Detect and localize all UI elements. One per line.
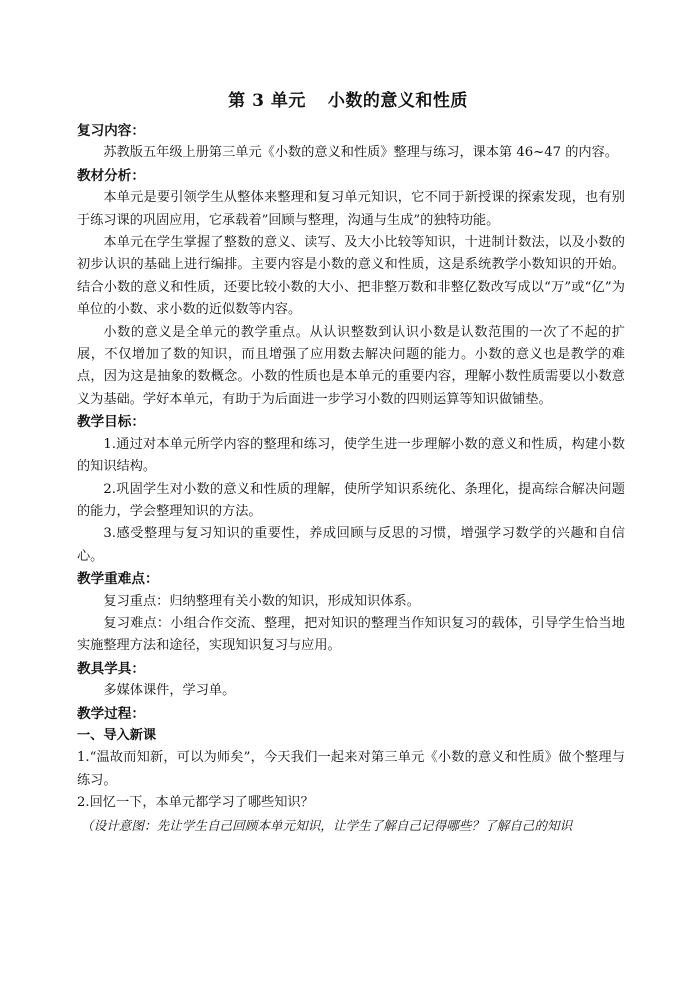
goal-1: 1.通过对本单元所学内容的整理和练习，使学生进一步理解小数的意义和性质，构建小数的知识结构。 — [77, 436, 625, 475]
intro-step-2: 2.回忆一下，本单元都学习了哪些知识？ — [77, 795, 314, 811]
review-heading: 复习内容： — [77, 123, 145, 139]
goals-heading: 教学目标： — [77, 414, 145, 431]
process-heading: 教学过程： — [77, 705, 145, 722]
title-topic: 小数的意义和性质 — [327, 91, 468, 111]
tools-heading: 教具学具： — [77, 660, 145, 677]
analysis-paragraph-2: 本单元在学生掌握了整数的意义、读写、及大小比较等知识，十进制计数法，以及小数的初步认识的基础上进行编排。主要内容是小数的意义和性质，这是系统教学小数知识的开始。结合小数的意义和性质，还要比较小数的大小、把非整万数和非整亿数改写成以“万”或“亿”为单位的小数、求小数的近似数等内容。 — [77, 235, 625, 318]
goal-3: 3.感受整理与复习知识的重要性，养成回顾与反思的习惯，增强学习数学的兴趣和自信心。 — [77, 526, 625, 564]
goal-2: 2.巩固学生对小数的意义和性质的理解，使所学知识系统化、条理化，提高综合解决问题的能力，学会整理知识的方法。 — [77, 481, 625, 519]
design-note: （设计意图：先让学生自己回顾本单元知识，让学生了解自己记得哪些？了解自己的知识 — [81, 817, 573, 833]
analysis-paragraph-3: 小数的意义是全单元的教学重点。从认识整数到认识小数是认数范围的一次了不起的扩展，不仅增加了数的知识，而且增强了应用数去解决问题的能力。小数的意义也是教学的难点，因为这是抽象的数概念。小数的性质也是本单元的重要内容，理解小数性质需要以小数意义为基础。学好本单元，有助于为后面进一步学习小数的四则运算等知识做铺垫。 — [77, 324, 625, 407]
key-points-heading: 教学重难点： — [77, 571, 159, 588]
analysis-paragraph-1: 本单元是要引领学生从整体来整理和复习单元知识，它不同于新授课的探索发现，也有别于练习课的巩固应用，它承载着”回顾与整理，沟通与生成”的独特功能。 — [77, 190, 625, 228]
document-body — [77, 120, 625, 837]
tools-text: 多媒体课件，学习单。 — [103, 683, 236, 699]
key-point: 复习重点：归纳整理有关小数的知识，形成知识体系。 — [103, 593, 420, 609]
difficult-point: 复习难点：小组合作交流、整理，把对知识的整理当作知识复习的载体，引导学生恰当地实施整理方法和途径，实现知识复习与应用。 — [77, 615, 625, 654]
title-unit: 第 3 单元 — [228, 91, 306, 111]
intro-heading: 一、导入新课 — [77, 727, 157, 743]
page-title — [0, 86, 696, 111]
analysis-heading: 教材分析： — [77, 167, 145, 184]
intro-step-1: 1.“温故而知新，可以为师矣”，今天我们一起来对第三单元《小数的意义和性质》做个整理与练习。 — [77, 750, 625, 788]
review-text: 苏教版五年级上册第三单元《小数的意义和性质》整理与练习，课本第 46~47 的内容。 — [103, 145, 618, 161]
